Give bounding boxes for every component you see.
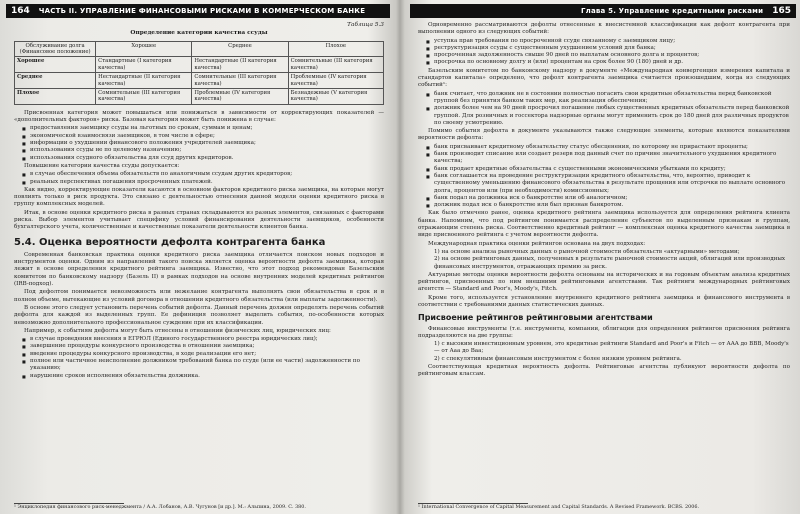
right-page-content <box>418 22 790 380</box>
right-running-header <box>410 4 796 18</box>
paragraph: Современная банковская практика оценки кредитного риска заемщика отличается поиском новых подходов и инструментов оценки. Одним из направлений такого поиска является оценка вероятности дефолта заемщика, которая лежит в основе определения кредитного рейтинга заемщика. Известно, что этот подход рекомендован Базельским комитетом по банковскому надзору (Базель II) в рамках подходов на основе внутренних моделей кредитных рейтингов (IRB-подход). <box>14 251 384 288</box>
left-footnote-area <box>14 500 384 510</box>
paragraph: Международная практика оценки рейтингов основана на двух подходах: <box>428 240 646 247</box>
table-cell: Сомнительные (III категория качества) <box>192 73 288 89</box>
left-page-number: 164 <box>11 6 30 16</box>
paragraph: Соответствующая кредитная вероятность дефолта. Рейтинговые агентства публикуют вероятности дефолта по рейтинговым классам. <box>418 364 790 378</box>
list-item: ■ просрочка по основному долгу и (или) процентам на срок более 90 (180) дней и др. <box>434 59 790 66</box>
table-header-row <box>15 41 384 57</box>
list-item: ■ банк продает кредитные обязательства с существенными экономическими убытками по кредиту; <box>434 166 790 173</box>
numbered-list <box>418 249 790 271</box>
credit-quality-table <box>14 41 384 105</box>
table-cell: Плохое <box>15 89 96 105</box>
table-row <box>15 89 384 105</box>
table-caption: Определение категории качества ссуды <box>130 30 268 37</box>
table-cell: Проблемные (IV категория качества) <box>288 73 383 89</box>
paragraph: Под дефолтом понимается невозможность или нежелание контрагента выполнять свои обязательства в срок и в полном объеме, вытекающие из условий договора в отношении кредитного обязательства (или выплаты задолженности). <box>14 289 384 303</box>
paragraph: Финансовые инструменты (т.е. инструменты, компании, облигации для определения рейтингов присвоения рейтинга подразделяются на две группы: <box>418 325 790 339</box>
bullet-list <box>418 144 790 210</box>
table-header-cell: Обслуживание долга (Финансовое положение) <box>15 41 96 57</box>
list-item: ■ реальных перспективах погашения просроченных платежей. <box>30 179 384 186</box>
left-running-head-text: ЧАСТЬ II. УПРАВЛЕНИЕ ФИНАНСОВЫМИ РИСКАМИ В КОММЕРЧЕСКОМ БАНКЕ <box>38 7 366 15</box>
paragraph: Присвоенная категория может повышаться или понижаться в зависимости от корректирующих показателей — «дополнительных факторов» риска. Базовая категория может быть понижена в случае: <box>14 109 384 124</box>
table-row <box>15 57 384 73</box>
bullet-list <box>14 336 384 380</box>
bullet-list <box>418 91 790 127</box>
list-item: ■ уступка прав требования по просроченной ссуде связанному с заемщиком лицу; <box>434 38 790 45</box>
list-item: ■ полное или частичное неисполнение должником требований банка по ссуде (или ее части) задолженности по указанию; <box>30 358 384 373</box>
table-cell: Сомнительные (III категория качества) <box>96 89 192 105</box>
list-item: ■ экономической взаимосвязи заемщиков, в том числе в сфере; <box>30 133 384 140</box>
list-item: ■ информации о ухудшении финансового положения учредителей заемщика; <box>30 140 384 147</box>
list-item: ■ просроченная задолженность свыше 90 дней по выплатам основного долга и процентов; <box>434 52 790 59</box>
paragraph: Как видно, корректирующие показатели касаются в основном факторов кредитного риска заемщика, на которые могут повлиять только в риск продукта. Это связано с деятельностью отнесения данной модели оценки кредитного риска в группу комплексных моделей. <box>14 186 384 208</box>
bullet-list <box>14 125 384 161</box>
list-item: ■ банк производит списание или создает резерв под данный счет по причине значительного ухудшения кредитного качества; <box>434 151 790 166</box>
table-cell: Безнадежные (V категория качества) <box>288 89 383 105</box>
right-footnote-area <box>418 500 788 510</box>
list-item: ■ банк подал на должника иск о банкротстве или об аналогичном; <box>434 195 790 202</box>
table-row <box>15 73 384 89</box>
table-cell: Хорошее <box>15 57 96 73</box>
list-item: ■ предоставления заемщику ссуды на льготных по срокам, суммам и ценам; <box>30 125 384 132</box>
table-cell: Проблемные (IV категория качества) <box>192 89 288 105</box>
list-item: ■ банк соглашается на проведение реструктуризации кредитного обязательства, что, вероятно, приводит к существенному уменьшению финансового обязательства в результате прощения или отсрочки по выплате основного долга, процентов или (при необходимости) комиссионных; <box>434 173 790 195</box>
paragraph: Как было отмечено ранее, оценка кредитного рейтинга заемщика используется для определения рейтинга клиента банка. Напомним, что под рейтингом понимается распределение субъектов по выделенным признакам и группам, отражающим степень риска. Соответственно кредитный рейтинг — комплексная оценка кредитного качества заемщика в виде присвоенного рейтинга с учетом вероятности дефолта. <box>418 210 790 239</box>
table-header-cell: Среднее <box>192 41 288 57</box>
list-item: ■ введение процедуры конкурсного производства, в ходе реализации его нет; <box>30 351 384 358</box>
table-cell: Нестандартные (II категория качества) <box>96 73 192 89</box>
right-page <box>404 0 800 514</box>
footnote: ¹ International Convergence of Capital Measurement and Capital Standards. A Revised Framework. BCBS. 2006. <box>418 504 700 510</box>
list-item: ■ реструктуризация ссуды с существенным ухудшением условий для банка; <box>434 45 790 52</box>
bullet-list <box>418 38 790 67</box>
list-item: 2) с спекулятивным финансовым инструментом с более низким уровнем рейтинга. <box>434 355 682 362</box>
list-item: ■ банк считает, что должник не в состоянии полностью погасить свои кредитные обязательства перед банковской группой без принятия банком таких мер, как реализация обеспечения; <box>434 91 790 106</box>
table-cell: Стандартные (I категория качества) <box>96 57 192 73</box>
paragraph: Повышение категории качества ссуды допускается: <box>24 162 180 169</box>
table-header-cell: Плохое <box>288 41 383 57</box>
left-page <box>0 0 396 514</box>
table-cell: Нестандартные (II категория качества) <box>192 57 288 73</box>
list-item: ■ использования ссудного обязательства для ссуд других кредиторов. <box>30 155 384 162</box>
right-page-number: 165 <box>772 6 791 16</box>
right-running-head-text: Глава 5. Управление кредитными рисками <box>581 7 764 15</box>
section-heading: 5.4. Оценка вероятности дефолта контрагента банка <box>14 236 326 248</box>
left-running-header <box>6 4 390 18</box>
list-item: ■ должник подал иск о банкротстве или был признан банкротом. <box>434 202 790 209</box>
left-page-content <box>14 22 384 381</box>
paragraph: В основе этого следует установить перечень событий дефолта. Данный перечень должен определять перечень событий дефолта для каждой из выделенных групп. Ее дефиниция позволяет выделить события, по-особенности которых невозможно дополнительного профессиональное суждение при их классификации. <box>14 304 384 326</box>
paragraph: Помимо события дефолта в документе указываются также следующие элементы, которые являются показателями вероятности дефолта: <box>418 128 790 142</box>
table-cell: Среднее <box>15 73 96 89</box>
bullet-list <box>14 171 384 186</box>
list-item: ■ в случае обеспечения объема обязательств по аналогичным ссудам других кредиторов; <box>30 171 384 178</box>
subsection-heading: Присвоение рейтингов рейтинговыми агентствами <box>418 313 653 323</box>
paragraph: Базельским комитетом по банковскому надзору в документе «Международная конвергенция измерения капитала и стандартов капитала» определено, что дефолт контрагента заемщика считается произошедшим, когда из следующих событий¹: <box>418 67 790 89</box>
paragraph: Кроме того, используется установление внутреннего кредитного рейтинга заемщика и финансового инструмента в соответствии с требованиями данных статистических данных. <box>418 294 790 308</box>
table-cell: Сомнительные (III категория качества) <box>288 57 383 73</box>
paragraph: Актуарные методы оценки вероятности дефолта основаны на исторических и на годовым объектам анализа кредитных рейтингов, присвоенных по ним внешними рейтинговыми агентствами. Так рейтинги международных рейтинговых агентств — Standard and Poor's, Moody's, Fitch. <box>418 271 790 293</box>
paragraph: Итак, в основе оценки кредитного риска в разных странах складываются из разных элементов, связанных с факторами риска. Выбор элементов учитывает специфику условий финансирования деятельности заемщиков, особенности бухгалтерского учета, количественные и качественные показатели деятельности клиентов банка. <box>14 209 384 231</box>
list-item: 2) на основе рейтинговых данных, полученных в результате рыночной стоимости акций, облигаций или производных финансовых инструментов, отражающих премию за риск. <box>434 256 786 270</box>
list-item: ■ завершение процедуры конкурсного производства в отношении заемщика; <box>30 343 384 350</box>
numbered-list <box>418 341 790 363</box>
list-item: ■ нарушение сроков исполнения обязательства должника. <box>30 373 384 380</box>
list-item: ■ в случае проведения внесения в ЕГРЮЛ (Единого государственного реестра юридических лиц); <box>30 336 384 343</box>
table-number: Таблица 5.3 <box>347 22 384 28</box>
table-header-cell: Хорошее <box>96 41 192 57</box>
list-item: 1) на основе анализа рыночных данных о рыночной стоимости обязательств «актуарными» методами; <box>434 248 740 255</box>
list-item: 1) с высоким инвестиционным уровнем, это кредитные рейтинги Standard and Poor's и Fitch — от AAA до BBB, Moody's — от Aaa до Baa; <box>434 341 789 355</box>
list-item: ■ должник более чем на 90 дней просрочил погашение любых существенных кредитных обязательств перед банковской группой. Для розничных и госсектора надзорные органы могут применить срок до 180 дней для различных продуктов по своему усмотрению. <box>434 105 790 127</box>
paragraph: Например, к событиям дефолта могут быть отнесены в отношении физических лиц, юридических лиц: <box>24 327 331 334</box>
footnote: ¹ Энциклопедия финансового риск-менеджмента / А.А. Лобанов, А.В. Чугунов [и др.]. М.: Альпина, 2009. С. 380. <box>14 504 306 510</box>
list-item: ■ банк присваивает кредитному обязательству статус обесценения, по которому не прирастают проценты; <box>434 144 790 151</box>
paragraph: Одновременно рассматриваются дефолты отнесенные к внесистемной классификации как дефолт контрагента при выполнении одного из следующих событий: <box>418 22 790 36</box>
list-item: ■ использования ссуды не по целевому назначению; <box>30 147 384 154</box>
